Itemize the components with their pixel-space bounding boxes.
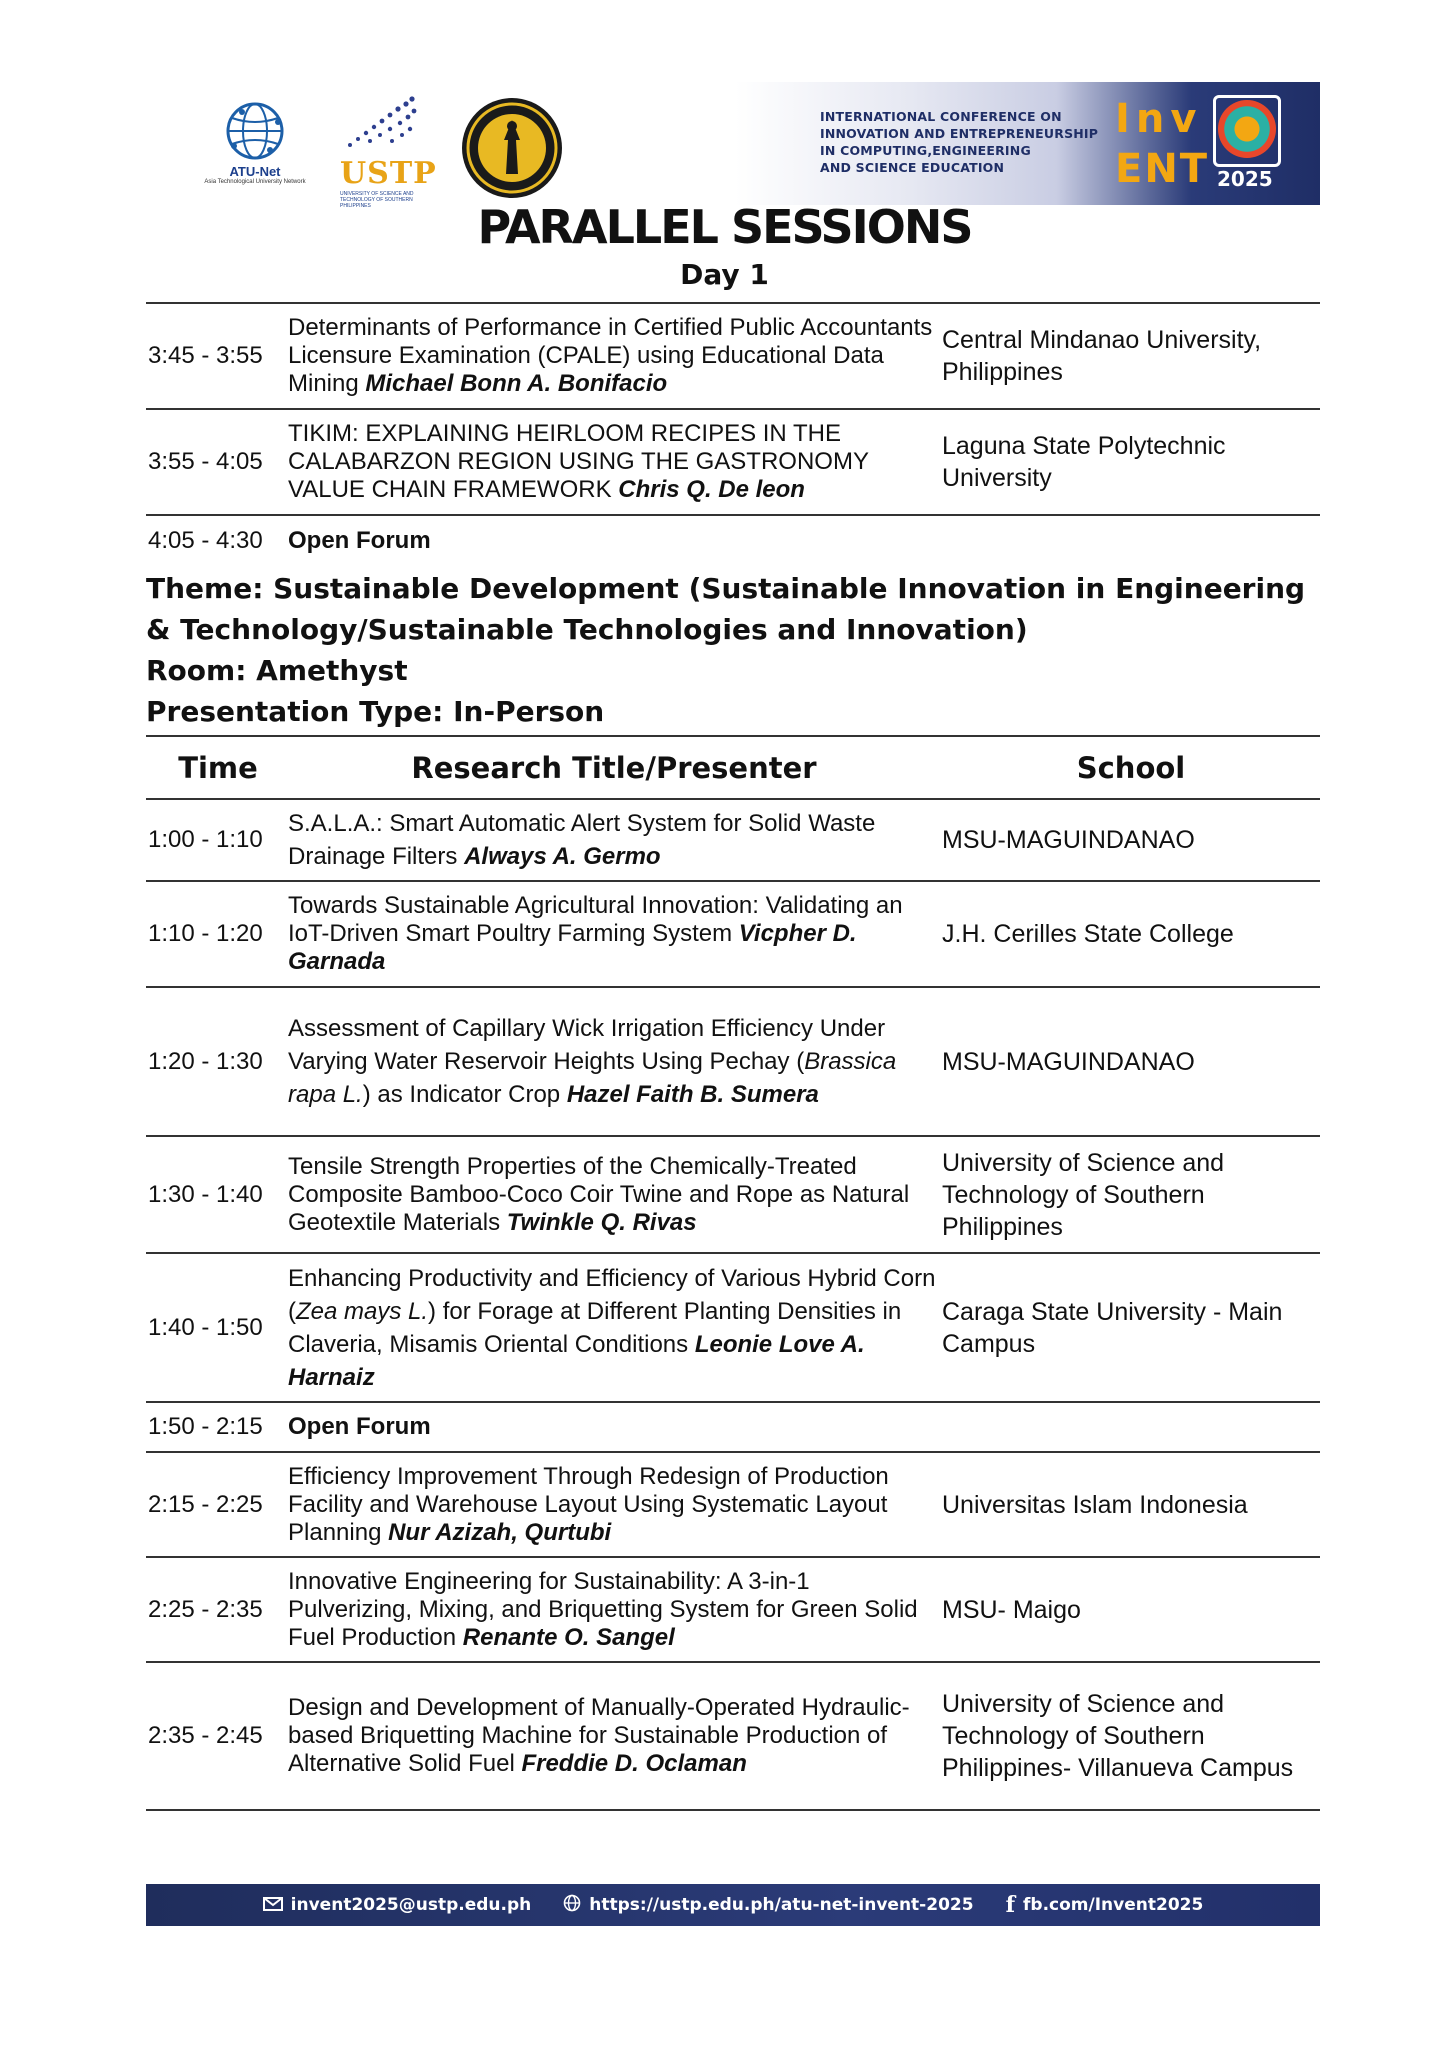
table-row [146,880,1320,986]
species-name: Brassica rapa L. [288,1048,897,1108]
school-cell: MSU- Maigo [942,1595,1081,1624]
time-cell: 1:00 - 1:10 [148,826,263,853]
presenter-name: Chris Q. De leon [618,476,805,503]
title-cell [288,807,940,873]
title-cell [288,1153,940,1237]
school-cell: University of Science and Technology of Southern Philippines- Villanueva Campus [942,1690,1294,1782]
title-cell [288,420,940,504]
conference-line: INNOVATION AND ENTREPRENEURSHIP [820,126,1099,141]
presenter-name: Freddie D. Oclaman [521,1750,747,1777]
species-name: Zea mays L. [296,1297,429,1325]
time-cell: 2:25 - 2:35 [148,1595,263,1623]
presenter-name: Vicpher D. Garnada [288,920,857,975]
page-title: PARALLEL SESSIONS [477,200,972,254]
footer-email-text[interactable]: invent2025@ustp.edu.ph [290,1895,532,1915]
time-cell: 2:35 - 2:45 [148,1722,263,1749]
presenter-name: Hazel Faith B. Sumera [566,1081,819,1108]
school-cell: MSU-MAGUINDANAO [942,1047,1195,1076]
paper-title-continued: ) for Forage at Different Planting Densities in Claveria, Misamis Oriental Conditions [288,1297,902,1358]
paper-title: Assessment of Capillary Wick Irrigation Efficiency Under Varying Water Reservoir Heights Using Pechay ( [288,1015,886,1075]
footer-website[interactable] [563,1894,973,1917]
table-row [146,514,1320,566]
table-row [146,408,1320,514]
time-cell: 3:55 - 4:05 [148,448,263,475]
atu-net-name: ATU-Net [229,164,281,179]
atu-net-logo [200,100,310,185]
table-row [146,1451,1320,1556]
universitas-brawijaya-seal [460,96,564,200]
brand-ent: ENT [1115,146,1210,192]
title-cell [288,1262,940,1394]
conference-line: IN COMPUTING,ENGINEERING [820,143,1031,158]
title-cell [288,1694,940,1778]
paper-title: Design and Development of Manually-Operated Hydraulic-based Briquetting Machine for Sustainable Production of Alternative Solid Fuel [288,1694,910,1777]
presenter-name: Renante O. Sangel [462,1623,675,1651]
dot-arc-icon [340,95,420,151]
table-row [146,1252,1320,1401]
time-cell: 4:05 - 4:30 [148,527,263,554]
footer-contact-bar [146,1884,1320,1926]
ustp-subtitle: UNIVERSITY OF SCIENCE AND TECHNOLOGY OF SOUTHERN PHILIPPINES [340,191,414,209]
table-row [146,798,1320,880]
presenter-name: Always A. Germo [464,843,661,870]
presenter-name: Michael Bonn A. Bonifacio [365,370,668,397]
time-cell: 1:40 - 1:50 [148,1313,263,1341]
presenter-name: Leonie Love A. Harnaiz [288,1330,865,1391]
paper-title: Determinants of Performance in Certified Public Accountants Licensure Examination (CPALE) using Educational Data Mining [288,314,933,397]
table-row [146,986,1320,1135]
time-cell: 1:10 - 1:20 [148,920,263,947]
conference-line: AND SCIENCE EDUCATION [820,160,1005,175]
presenter-name: Nur Azizah, Qurtubi [388,1518,612,1546]
time-cell: 3:45 - 3:55 [148,342,263,369]
atu-net-subtitle: Asia Technological University Network [204,179,306,185]
time-cell: 1:50 - 2:15 [148,1413,263,1440]
time-cell: 1:20 - 1:30 [148,1047,263,1075]
column-header-time: Time [178,750,258,785]
conference-line: INTERNATIONAL CONFERENCE ON [820,109,1062,124]
table-row [146,1135,1320,1252]
session1-table [146,302,1320,566]
paper-title: Towards Sustainable Agricultural Innovation: Validating an IoT-Driven Smart Poultry Farming System [288,892,903,947]
open-forum-label: Open Forum [288,527,431,554]
session-theme-block [146,568,1326,732]
open-forum-label: Open Forum [288,1413,431,1440]
session2-table [146,735,1320,1811]
table-row [146,302,1320,408]
time-cell: 2:15 - 2:25 [148,1490,263,1518]
column-header-school: School [1076,750,1186,785]
column-header-title: Research Title/Presenter [411,750,817,785]
table-row [146,1401,1320,1451]
school-cell: J.H. Cerilles State College [942,920,1234,948]
table-header-row [146,735,1320,798]
brand-year: 2025 [1217,167,1273,191]
school-cell: Central Mindanao University, Philippines [942,326,1262,386]
title-cell [288,314,940,398]
mail-icon [263,1894,283,1916]
school-cell: MSU-MAGUINDANAO [942,826,1195,854]
paper-title-continued: ) as Indicator Crop [362,1081,561,1108]
title-cell [288,892,940,976]
ustp-logo [340,95,440,209]
table-row [146,1661,1320,1811]
paper-title: TIKIM: EXPLAINING HEIRLOOM RECIPES IN THE CALABARZON REGION USING THE GASTRONOMY VALUE CHAIN FRAMEWORK [288,420,869,503]
globe-network-icon [220,100,290,162]
conference-banner [735,82,1320,205]
presenter-name: Twinkle Q. Rivas [506,1208,697,1236]
title-cell [288,1012,940,1111]
time-cell: 1:30 - 1:40 [148,1180,263,1208]
footer-facebook[interactable] [1006,1892,1204,1918]
paper-title: Efficiency Improvement Through Redesign of Production Facility and Warehouse Layout Using Systematic Layout Planning [288,1462,889,1546]
school-cell: Caraga State University - Main Campus [942,1297,1283,1358]
day-title: Day 1 [680,258,769,291]
footer-website-text[interactable]: https://ustp.edu.ph/atu-net-invent-2025 [589,1895,974,1915]
session-room: Room: Amethyst [146,654,408,687]
school-cell: Universitas Islam Indonesia [942,1490,1248,1519]
brand-inv: Inv [1115,96,1203,142]
school-cell: Laguna State Polytechnic University [942,432,1226,492]
globe-icon [563,1894,581,1917]
session-theme: Theme: Sustainable Development (Sustainable Innovation in Engineering & Technology/Sustainable Technologies and Innovation) [146,572,1306,646]
ustp-wordmark: USTP [340,156,437,191]
facebook-icon: f [1005,1892,1016,1918]
presentation-type: Presentation Type: In-Person [146,695,605,728]
university-seal-icon [460,96,564,200]
paper-title: Enhancing Productivity and Efficiency of Various Hybrid Corn ( [288,1264,936,1325]
paper-title: Innovative Engineering for Sustainability: A 3-in-1 Pulverizing, Mixing, and Briquetting System for Green Solid Fuel Production [288,1567,918,1651]
paper-title: S.A.L.A.: Smart Automatic Alert System for Solid Waste Drainage Filters [288,810,876,870]
conference-name [820,108,1110,176]
school-cell: University of Science and Technology of Southern Philippines [942,1148,1225,1241]
brand-emblem-icon [1218,100,1276,158]
title-cell [288,1568,940,1652]
footer-facebook-text[interactable]: fb.com/Invent2025 [1023,1895,1204,1915]
footer-email[interactable] [263,1894,532,1916]
table-row [146,1556,1320,1661]
title-cell [288,1463,940,1547]
paper-title: Tensile Strength Properties of the Chemically-Treated Composite Bamboo-Coco Coir Twine and Rope as Natural Geotextile Materials [288,1152,910,1236]
